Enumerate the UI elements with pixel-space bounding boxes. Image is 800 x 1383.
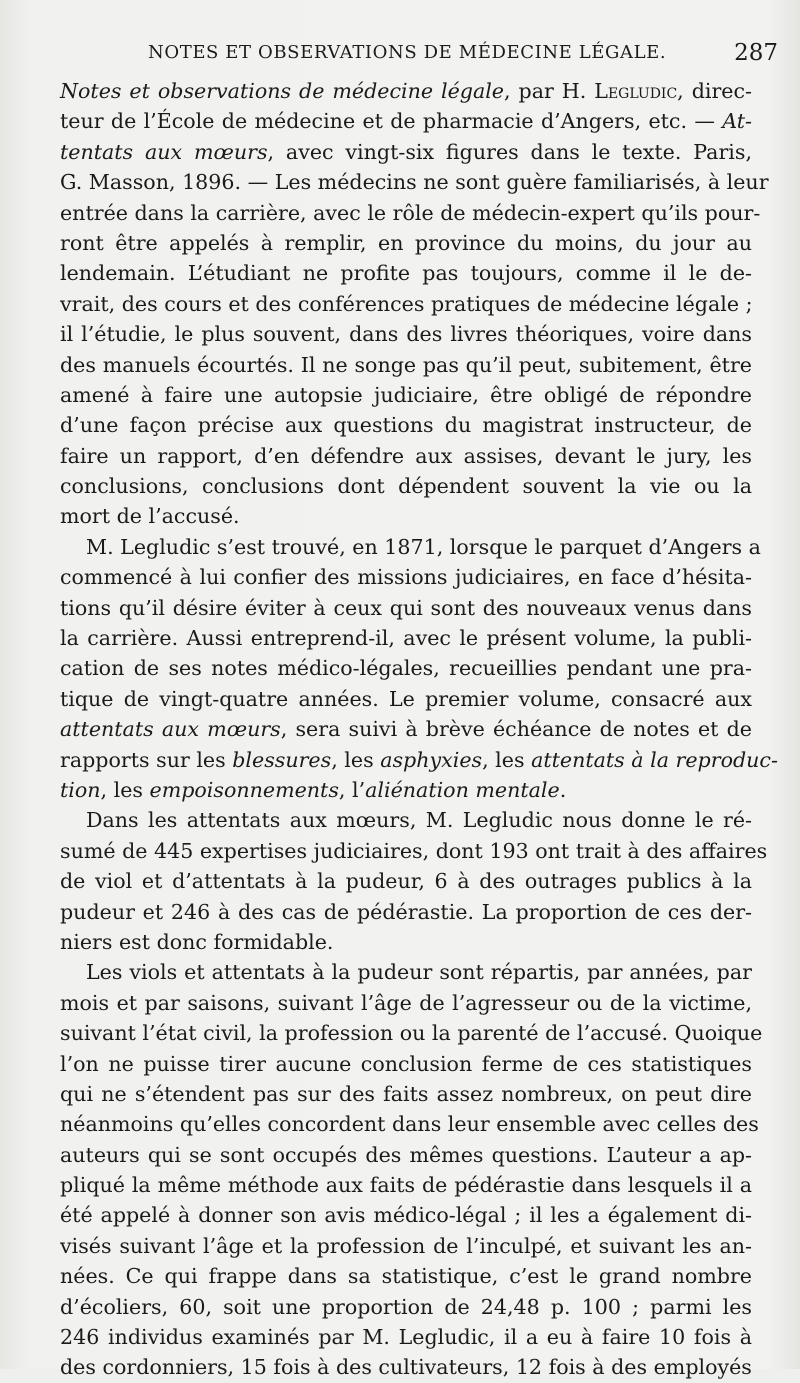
text-fragment: mois et par saisons, suivant l’âge de l’agresseur ou de la victime, — [60, 990, 752, 1015]
text-fragment: commencé à lui confier des missions judiciaires, en face d’hésita- — [60, 565, 752, 590]
text-line — [60, 289, 752, 319]
text-line — [60, 76, 752, 106]
body-text — [60, 76, 778, 1383]
italic-text: asphyxies — [380, 747, 483, 772]
text-fragment: néanmoins qu’elles concordent dans leur ensemble avec celles des — [60, 1112, 759, 1137]
text-fragment: M. Legludic s’est trouvé, en 1871, lorsque le parquet d’Angers a — [86, 534, 761, 559]
text-line — [60, 1231, 752, 1261]
text-line — [60, 653, 752, 683]
text-line — [60, 1049, 752, 1079]
text-fragment: amené à faire une autopsie judiciaire, être obligé de répondre — [60, 382, 752, 407]
text-line — [60, 897, 752, 927]
text-fragment: Les viols et attentats à la pudeur sont répartis, par années, par — [86, 960, 752, 985]
italic-text: attentats à la reproduc- — [531, 747, 778, 772]
paragraph — [60, 805, 768, 957]
text-line — [60, 562, 752, 592]
text-fragment: entrée dans la carrière, avec le rôle de médecin-expert qu’ils pour- — [60, 200, 761, 225]
text-fragment: il l’étudie, le plus souvent, dans des livres théoriques, voire dans — [60, 322, 752, 347]
text-fragment: niers est donc formidable. — [60, 929, 334, 954]
text-line — [60, 501, 752, 531]
text-fragment: , l’ — [338, 777, 366, 802]
text-fragment: , avec vingt-six figures dans le texte. Paris, — [267, 139, 752, 164]
text-fragment: 246 individus examinés par M. Legludic, il a eu à faire 10 fois à — [60, 1325, 752, 1350]
text-fragment: la carrière. Aussi entreprend-il, avec le présent volume, la publi- — [60, 626, 752, 651]
text-fragment: tique de vingt-quatre années. Le premier volume, consacré aux — [60, 686, 752, 711]
text-line — [60, 684, 752, 714]
text-line — [60, 1200, 752, 1230]
running-head — [140, 40, 780, 72]
text-fragment: rapports sur les — [60, 747, 233, 772]
italic-text: tentats aux mœurs — [60, 139, 268, 164]
text-line — [60, 471, 752, 501]
text-fragment: . — [559, 777, 567, 802]
text-line — [60, 1079, 752, 1109]
text-fragment: , les — [482, 747, 532, 772]
text-line — [60, 350, 752, 380]
italic-text: attentats aux mœurs — [60, 717, 281, 742]
text-fragment: pliqué la même méthode aux faits de pédérastie dans lesquels il a — [60, 1173, 752, 1198]
text-fragment: tions qu’il désire éviter à ceux qui sont des nouveaux venus dans — [60, 595, 752, 620]
text-fragment: suivant l’état civil, la profession ou la parenté de l’accusé. Quoique — [60, 1021, 763, 1046]
text-line — [60, 745, 778, 775]
text-line — [60, 1322, 752, 1352]
text-fragment: été appelé à donner son avis médico-légal ; il les a également di- — [60, 1203, 752, 1228]
text-fragment: d’une façon précise aux questions du magistrat instructeur, de — [60, 413, 752, 438]
text-fragment: lendemain. L’étudiant ne profite pas toujours, comme il le de- — [60, 261, 752, 286]
text-fragment: conclusions, conclusions dont dépendent souvent la vie ou la — [60, 474, 752, 499]
text-fragment: sumé de 445 expertises judiciaires, dont 193 ont trait à des affaires — [60, 838, 768, 863]
text-fragment: qui ne s’étendent pas sur des faits assez nombreux, on peut dire — [60, 1081, 752, 1106]
text-fragment: cation de ses notes médico-légales, recueillies pendant une pra- — [60, 656, 752, 681]
italic-text: At- — [722, 109, 752, 134]
text-line — [60, 1140, 752, 1170]
text-line — [60, 1292, 752, 1322]
text-line — [60, 228, 752, 258]
text-line — [60, 1018, 763, 1048]
text-line — [60, 866, 752, 896]
text-fragment: teur de l’École de médecine et de pharmacie d’Angers, etc. — — [60, 109, 723, 134]
text-line — [60, 988, 752, 1018]
text-line — [60, 623, 752, 653]
text-fragment: pudeur et 246 à des cas de pédérastie. La proportion de ces der- — [60, 899, 752, 924]
paragraph — [60, 957, 763, 1382]
text-line — [60, 714, 752, 744]
text-line — [60, 380, 752, 410]
text-line — [60, 198, 761, 228]
text-fragment: faire un rapport, d’en défendre aux assises, devant le jury, les — [60, 443, 752, 468]
text-fragment: G. Masson, 1896. — Les médecins ne sont guère familiarisés, à leur — [60, 170, 769, 195]
italic-text: aliénation mentale — [365, 777, 560, 802]
text-line — [60, 927, 752, 957]
italic-text: tion — [60, 777, 101, 802]
text-line — [60, 167, 769, 197]
text-fragment: nées. Ce qui frappe dans sa statistique, c’est le grand nombre — [60, 1264, 752, 1289]
text-fragment: mort de l’accusé. — [60, 504, 240, 529]
text-fragment: Dans les attentats aux mœurs, M. Legludic nous donne le ré- — [86, 808, 752, 833]
text-fragment: de viol et d’attentats à la pudeur, 6 à des outrages publics à la — [60, 869, 752, 894]
text-line — [60, 957, 752, 987]
running-head-title: NOTES ET OBSERVATIONS DE MÉDECINE LÉGALE. — [148, 42, 667, 63]
text-fragment: , par H. — [504, 79, 595, 103]
text-line — [60, 441, 752, 471]
paragraph — [60, 76, 769, 532]
text-line — [60, 1170, 752, 1200]
text-fragment: des cordonniers, 15 fois à des cultivateurs, 12 fois à des employés — [60, 1355, 752, 1380]
text-fragment: ront être appelés à remplir, en province du moins, du jour au — [60, 230, 752, 255]
small-caps-text: Legludic — [594, 79, 678, 103]
text-fragment: , sera suivi à brève échéance de notes et de — [280, 717, 752, 742]
italic-text: blessures — [232, 747, 332, 772]
text-fragment: , direc- — [677, 79, 752, 103]
text-line — [60, 805, 752, 835]
text-fragment: , les — [331, 747, 381, 772]
text-line — [60, 258, 752, 288]
text-fragment: d’écoliers, 60, soit une proportion de 24,48 p. 100 ; parmi les — [60, 1294, 752, 1319]
text-line — [60, 410, 752, 440]
text-line — [60, 319, 752, 349]
italic-text: Notes et observations de médecine légale — [60, 79, 504, 103]
text-fragment: vrait, des cours et des conférences pratiques de médecine légale ; — [60, 291, 753, 316]
text-line — [60, 775, 752, 805]
text-fragment: , les — [100, 777, 150, 802]
text-line — [60, 1109, 759, 1139]
text-fragment: des manuels écourtés. Il ne songe pas qu’il peut, subitement, être — [60, 352, 752, 377]
text-line — [60, 593, 752, 623]
paragraph — [60, 532, 778, 806]
text-line — [60, 1261, 752, 1291]
italic-text: empoisonnements — [149, 777, 339, 802]
text-line — [60, 1352, 752, 1382]
page-number: 287 — [734, 40, 778, 66]
text-fragment: visés suivant l’âge et la profession de l’inculpé, et suivant les an- — [60, 1233, 752, 1258]
text-line — [60, 106, 752, 136]
text-line — [60, 532, 761, 562]
text-fragment: auteurs qui se sont occupés des mêmes questions. L’auteur a ap- — [60, 1142, 752, 1167]
text-line — [60, 836, 768, 866]
text-fragment: l’on ne puisse tirer aucune conclusion ferme de ces statistiques — [60, 1051, 752, 1076]
text-line — [60, 137, 752, 167]
